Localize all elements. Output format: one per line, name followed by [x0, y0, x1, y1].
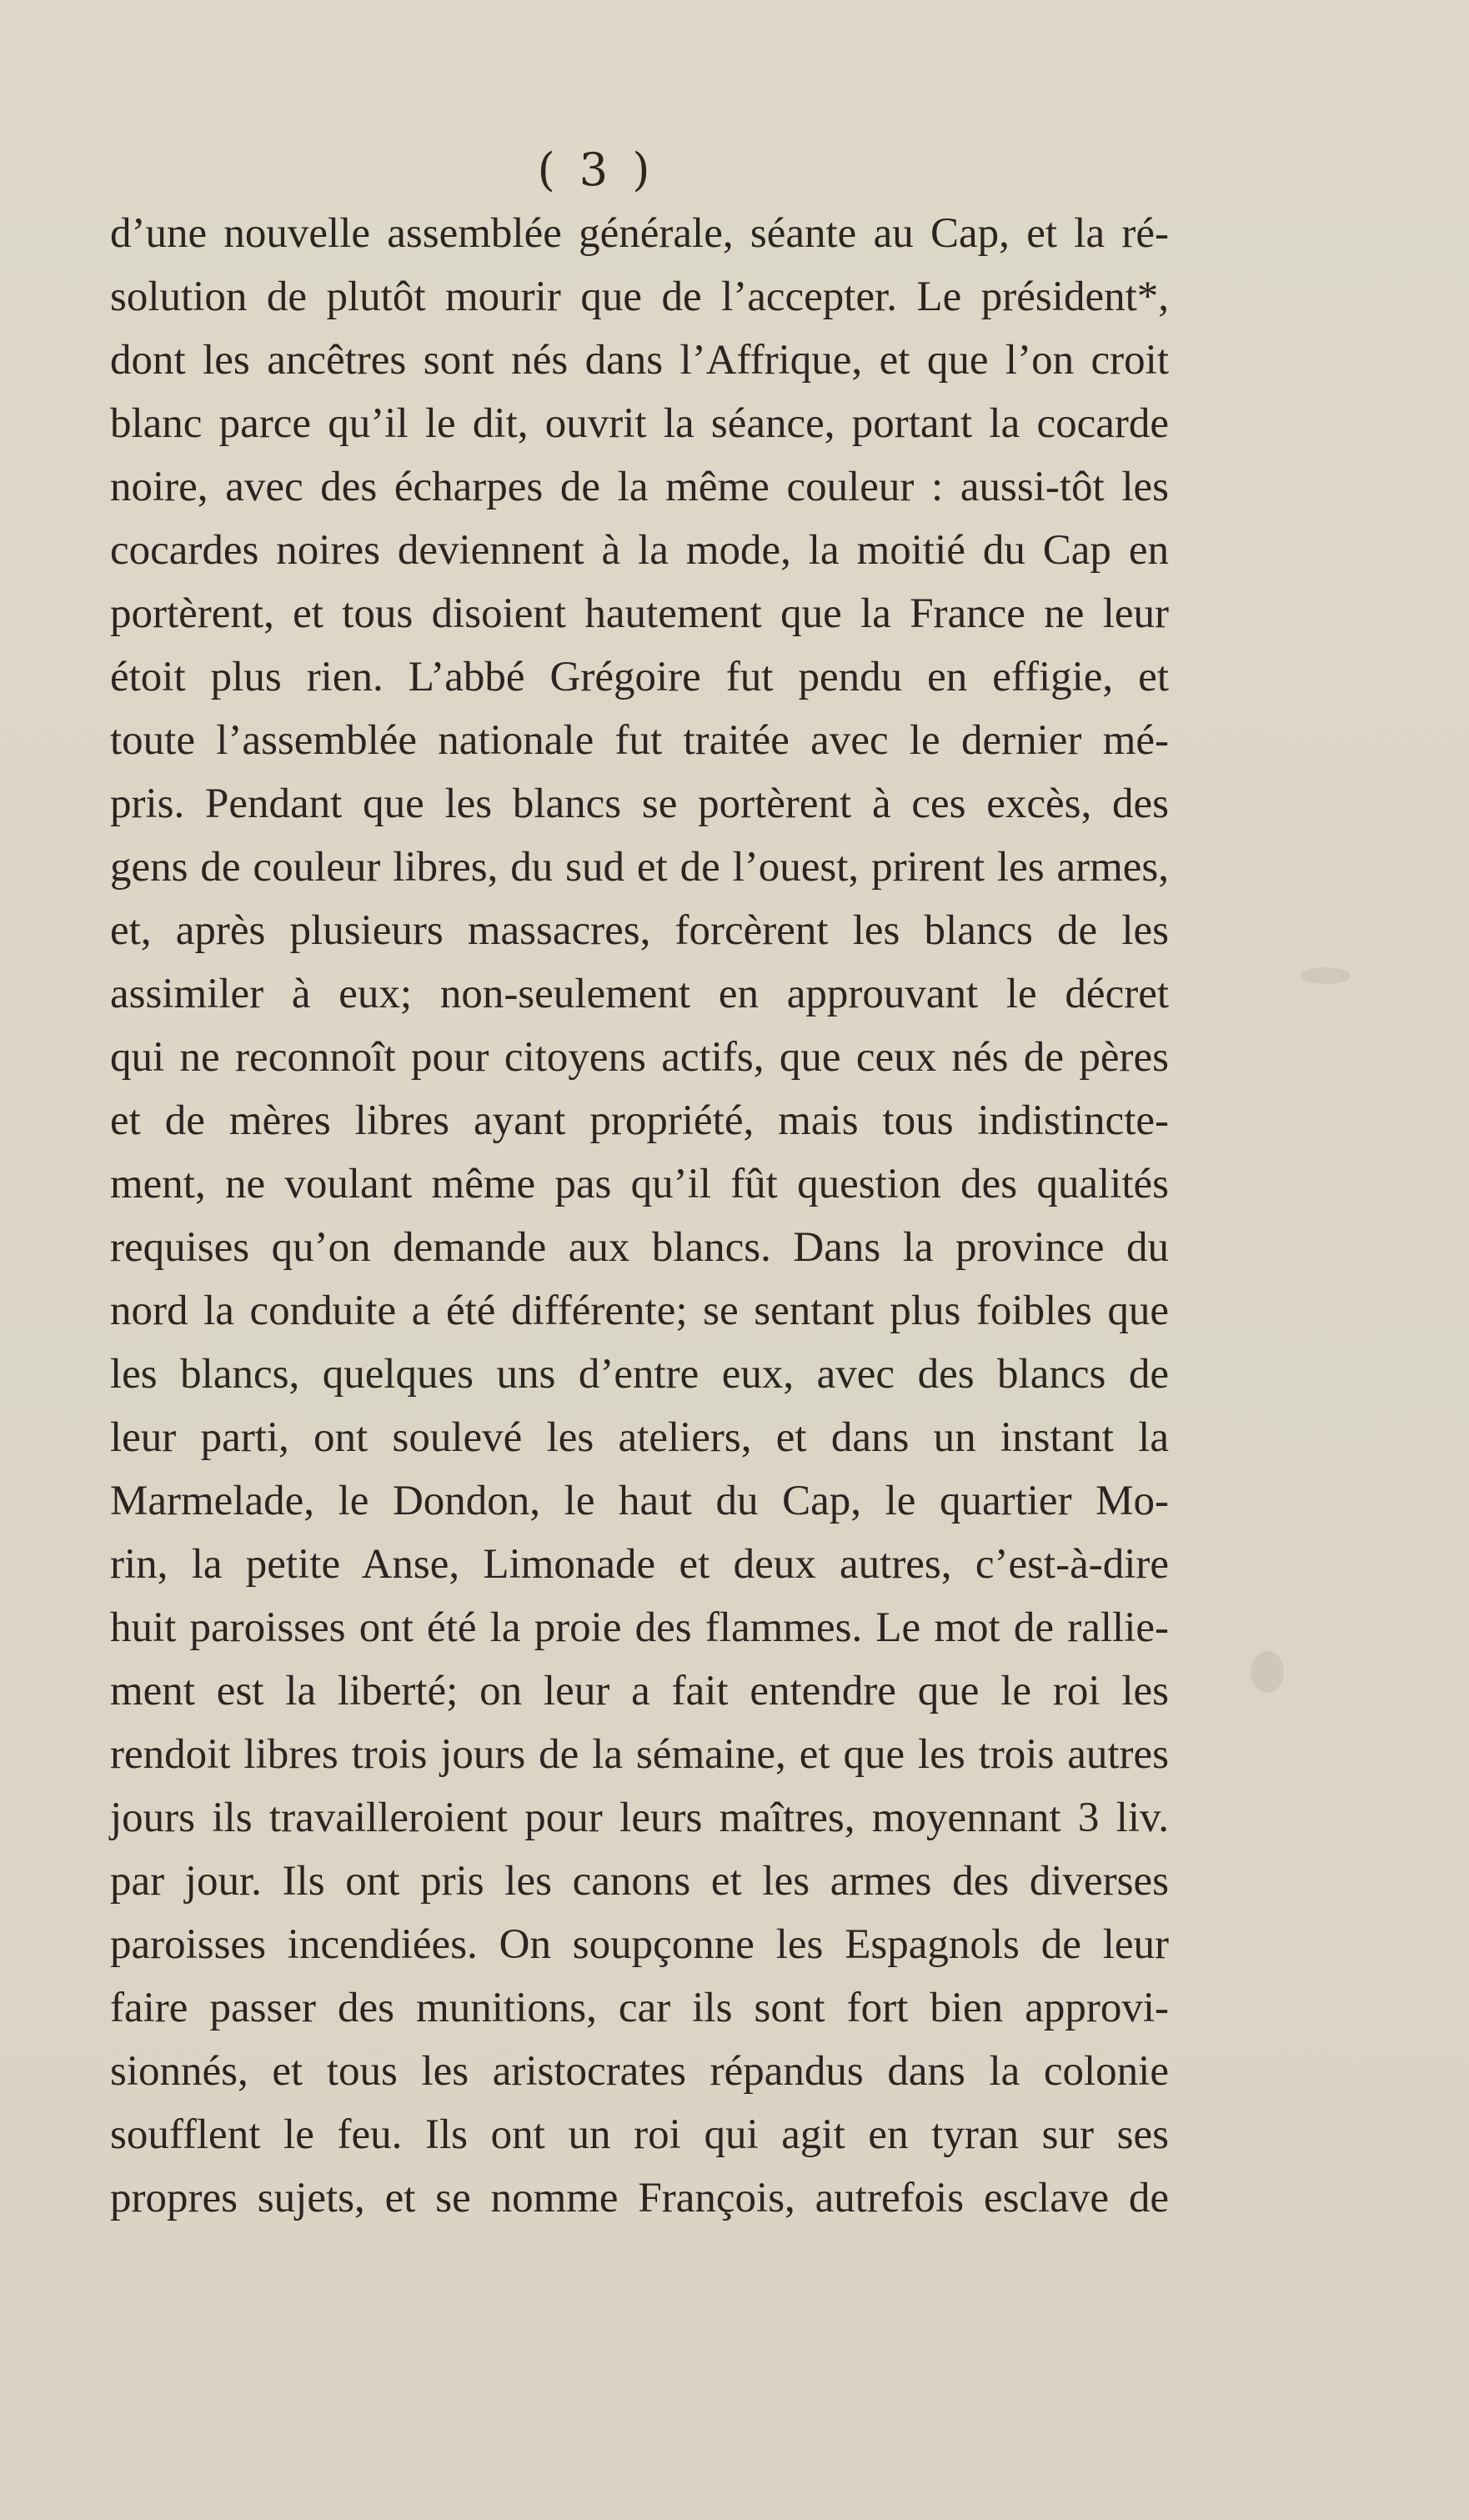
text-line: rendoit libres trois jours de la sémaine, et que les trois autres [110, 1731, 1169, 1778]
text-line: huit paroisses ont été la proie des flammes. Le mot de rallie- [110, 1604, 1169, 1651]
text-line: propres sujets, et se nomme François, autrefois esclave de [110, 2175, 1169, 2221]
text-line: rin, la petite Anse, Limonade et deux autres, c’est-à-dire [110, 1541, 1169, 1588]
text-line: faire passer des munitions, car ils sont fort bien approvi- [110, 1985, 1169, 2031]
text-line: noire, avec des écharpes de la même couleur : aussi-tôt les [110, 464, 1169, 510]
text-line: portèrent, et tous disoient hautement que la France ne leur [110, 590, 1169, 637]
text-line: assimiler à eux; non-seulement en approuvant le décret [110, 971, 1169, 1017]
text-line: les blancs, quelques uns d’entre eux, avec des blancs de [110, 1351, 1169, 1398]
text-line: dont les ancêtres sont nés dans l’Affrique, et que l’on croit [110, 337, 1169, 384]
text-line: sionnés, et tous les aristocrates répandus dans la colonie [110, 2048, 1169, 2095]
text-line: requises qu’on demande aux blancs. Dans la province du [110, 1224, 1169, 1271]
text-line: toute l’assemblée nationale fut traitée avec le dernier mé- [110, 717, 1169, 764]
text-line: blanc parce qu’il le dit, ouvrit la séance, portant la cocarde [110, 400, 1169, 447]
text-line: jours ils travailleroient pour leurs maîtres, moyennant 3 liv. [110, 1795, 1169, 1841]
body-text [110, 202, 1169, 2230]
text-line: étoit plus rien. L’abbé Grégoire fut pendu en effigie, et [110, 654, 1169, 700]
text-line: ment est la liberté; on leur a fait entendre que le roi les [110, 1668, 1169, 1714]
text-line: qui ne reconnoît pour citoyens actifs, que ceux nés de pères [110, 1034, 1169, 1081]
text-line: pris. Pendant que les blancs se portèrent à ces excès, des [110, 781, 1169, 827]
text-line: par jour. Ils ont pris les canons et les armes des diverses [110, 1858, 1169, 1905]
text-line: et, après plusieurs massacres, forcèrent les blancs de les [110, 907, 1169, 954]
paper-stain [1301, 967, 1351, 984]
paper-stain [1251, 1651, 1284, 1693]
text-line: Marmelade, le Dondon, le haut du Cap, le quartier Mo- [110, 1478, 1169, 1524]
text-line: leur parti, ont soulevé les ateliers, et dans un instant la [110, 1414, 1169, 1461]
page-number: ( 3 ) [537, 143, 655, 196]
text-line: ment, ne voulant même pas qu’il fût question des qualités [110, 1161, 1169, 1207]
text-line: solution de plutôt mourir que de l’accepter. Le président*, [110, 274, 1169, 320]
text-line: soufflent le feu. Ils ont un roi qui agit en tyran sur ses [110, 2111, 1169, 2158]
text-line: gens de couleur libres, du sud et de l’ouest, prirent les armes, [110, 844, 1169, 891]
text-line: paroisses incendiées. On soupçonne les Espagnols de leur [110, 1921, 1169, 1968]
text-line: cocardes noires deviennent à la mode, la moitié du Cap en [110, 527, 1169, 574]
text-line: d’une nouvelle assemblée générale, séante au Cap, et la ré- [110, 210, 1169, 257]
text-line: et de mères libres ayant propriété, mais tous indistincte- [110, 1097, 1169, 1144]
text-line: nord la conduite a été différente; se sentant plus foibles que [110, 1288, 1169, 1334]
